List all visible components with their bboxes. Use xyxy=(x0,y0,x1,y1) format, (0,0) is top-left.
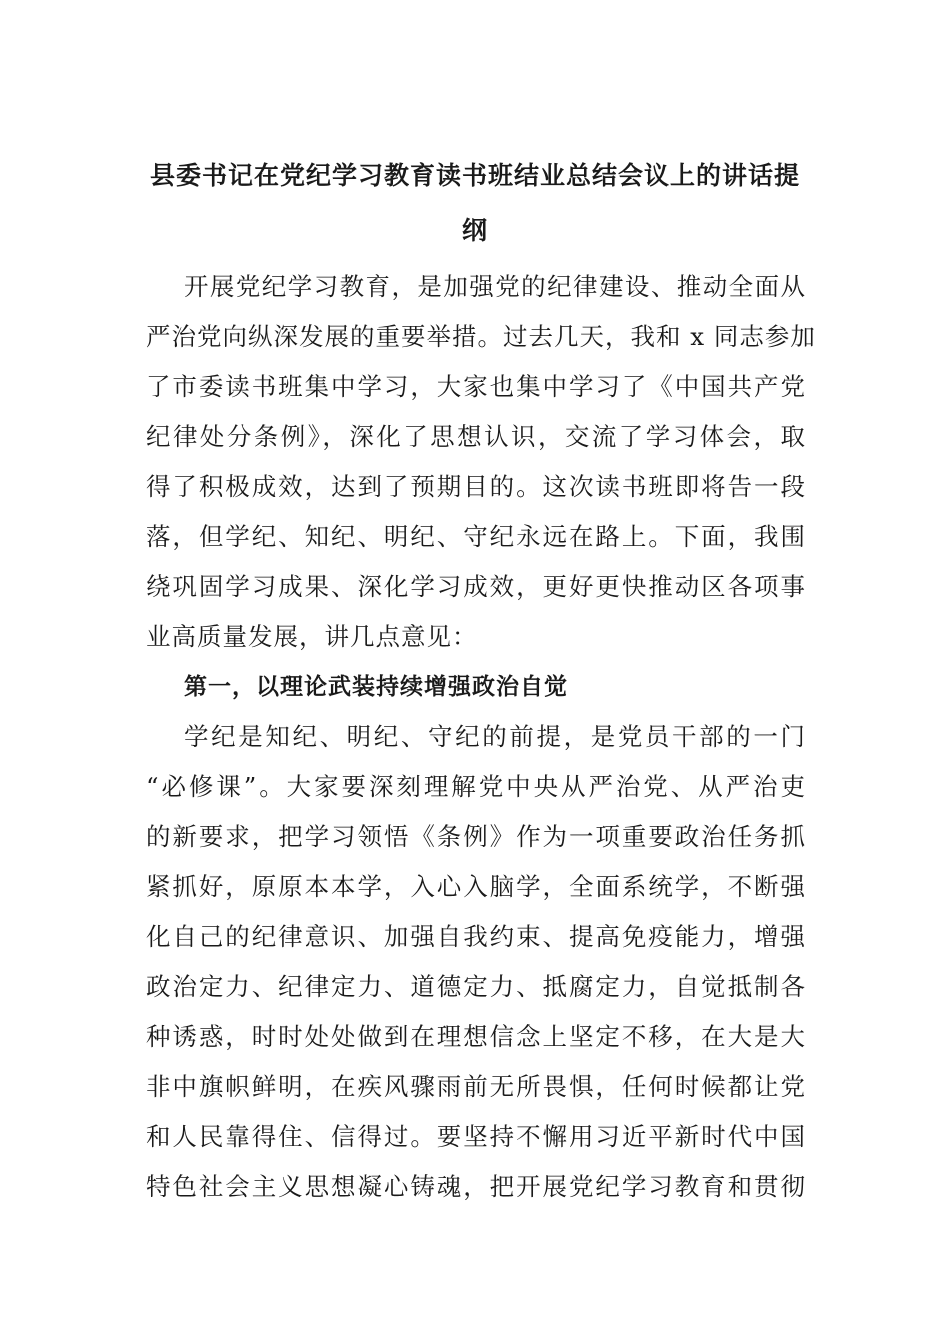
paragraph-2-line-5: 化自己的纪律意识、加强自我约束、提高免疫能力，增强 xyxy=(146,922,806,951)
paragraph-2-line-4: 紧抓好，原原本本学，入心入脑学，全面系统学，不断强 xyxy=(146,872,806,901)
title-line-1: 县委书记在党纪学习教育读书班结业总结会议上的讲话提 xyxy=(149,161,800,190)
paragraph-1-line-2: 严治党向纵深发展的重要举措。过去几天，我和 x 同志参加 xyxy=(146,322,816,351)
paragraph-1-line-6: 落，但学纪、知纪、明纪、守纪永远在路上。下面，我围 xyxy=(146,522,806,551)
paragraph-2-line-6: 政治定力、纪律定力、道德定力、抵腐定力，自觉抵制各 xyxy=(146,972,806,1001)
paragraph-1-line-8: 业高质量发展，讲几点意见： xyxy=(146,622,478,651)
paragraph-2-line-3: 的新要求，把学习领悟《条例》作为一项重要政治任务抓 xyxy=(146,822,806,851)
paragraph-1-line-5: 得了积极成效，达到了预期目的。这次读书班即将告一段 xyxy=(146,472,806,501)
paragraph-1-line-7: 绕巩固学习成果、深化学习成效，更好更快推动区各项事 xyxy=(146,572,806,601)
paragraph-2-line-10: 特色社会主义思想凝心铸魂，把开展党纪学习教育和贯彻 xyxy=(146,1172,806,1201)
paragraph-2-line-1: 学纪是知纪、明纪、守纪的前提，是党员干部的一门 xyxy=(184,722,806,751)
document-body xyxy=(146,262,816,1212)
title-line-2: 纲 xyxy=(461,216,488,245)
paragraph-2-line-7: 种诱惑，时时处处做到在理想信念上坚定不移，在大是大 xyxy=(146,1022,806,1051)
paragraph-1-line-1: 开展党纪学习教育，是加强党的纪律建设、推动全面从 xyxy=(184,272,806,301)
paragraph-2-line-9: 和人民靠得住、信得过。要坚持不懈用习近平新时代中国 xyxy=(146,1122,806,1151)
section-heading-1: 第一，以理论武装持续增强政治自觉 xyxy=(184,674,568,700)
document-title xyxy=(140,148,810,258)
paragraph-2-line-2: “必修课”。大家要深刻理解党中央从严治党、从严治吏 xyxy=(146,772,806,801)
paragraph-1-line-4: 纪律处分条例》，深化了思想认识，交流了学习体会，取 xyxy=(146,422,806,451)
paragraph-1-line-3: 了市委读书班集中学习，大家也集中学习了《中国共产党 xyxy=(146,372,806,401)
paragraph-2-line-8: 非中旗帜鲜明，在疾风骤雨前无所畏惧，任何时候都让党 xyxy=(146,1072,806,1101)
